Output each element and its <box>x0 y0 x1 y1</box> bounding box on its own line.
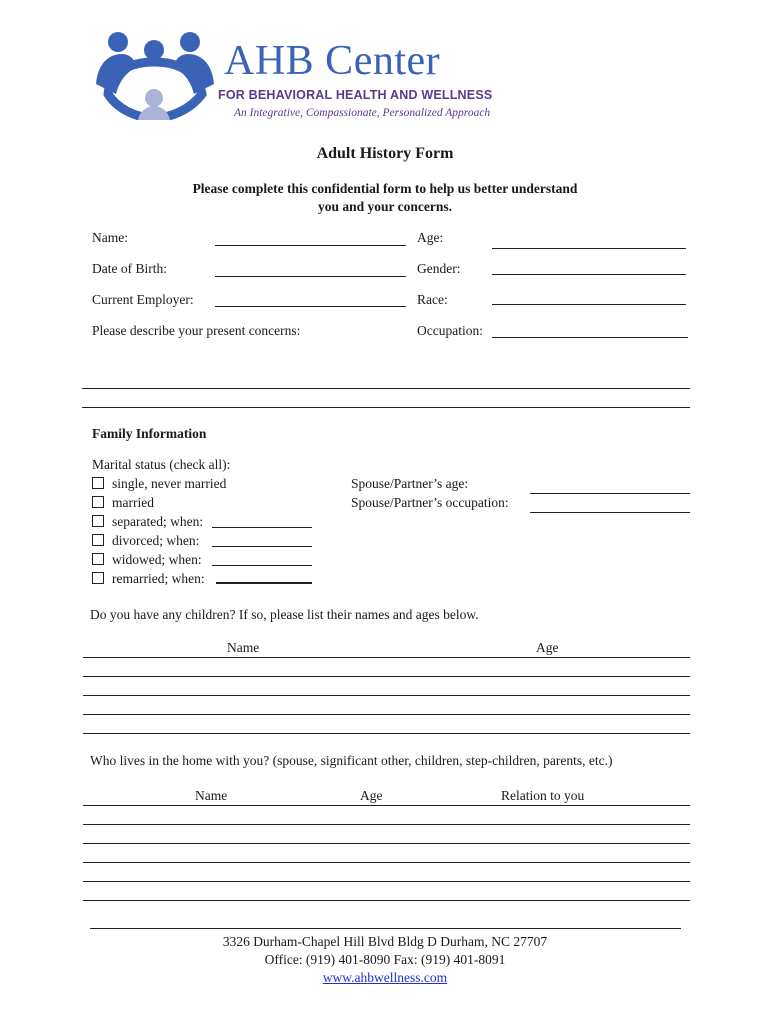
checkbox[interactable] <box>92 572 104 584</box>
remarried-when-field[interactable] <box>216 582 312 584</box>
age-field[interactable] <box>492 248 686 249</box>
footer-contact: Office: (919) 401-8090 Fax: (919) 401-8091 <box>264 952 506 967</box>
household-row-line[interactable] <box>83 843 690 844</box>
employer-field[interactable] <box>215 306 406 307</box>
divorced-when-field[interactable] <box>212 546 312 547</box>
checkbox[interactable] <box>92 515 104 527</box>
household-row-line[interactable] <box>83 824 690 825</box>
children-row-line[interactable] <box>83 733 690 734</box>
marital-option-label: married <box>112 495 154 510</box>
occupation-field[interactable] <box>492 337 688 338</box>
children-question: Do you have any children? If so, please list their names and ages below. <box>90 607 479 622</box>
marital-option-label: widowed; when: <box>112 552 202 567</box>
marital-option-label: divorced; when: <box>112 533 200 548</box>
concerns-line-1[interactable] <box>82 388 690 389</box>
name-field[interactable] <box>215 245 406 246</box>
logo-name: AHB Center <box>224 38 441 84</box>
children-row-line[interactable] <box>83 676 690 677</box>
dob-field[interactable] <box>215 276 406 277</box>
concerns-label: Please describe your present concerns: <box>92 323 301 338</box>
household-row-line[interactable] <box>83 881 690 882</box>
household-col-name: Name <box>195 788 228 803</box>
dob-label: Date of Birth: <box>92 261 167 276</box>
family-heading: Family Information <box>92 426 207 441</box>
footer-website-wrap <box>0 970 770 986</box>
marital-option-label: single, never married <box>112 476 227 491</box>
separated-when-field[interactable] <box>212 527 312 528</box>
children-col-age: Age <box>536 640 559 655</box>
spouse-occupation-field[interactable] <box>530 512 690 513</box>
form-intro-line1: Please complete this confidential form to help us better understand <box>192 181 578 196</box>
children-row-line[interactable] <box>83 657 690 658</box>
race-label: Race: <box>417 292 448 307</box>
checkbox[interactable] <box>92 553 104 565</box>
footer-address: 3326 Durham-Chapel Hill Blvd Bldg D Durham, NC 27707 <box>222 934 548 949</box>
spouse-age-field[interactable] <box>530 493 690 494</box>
concerns-line-2[interactable] <box>82 407 690 408</box>
logo-tagline: An Integrative, Compassionate, Personalized Approach <box>234 107 491 119</box>
household-col-age: Age <box>360 788 383 803</box>
household-row-line[interactable] <box>83 805 690 806</box>
children-row-line[interactable] <box>83 695 690 696</box>
widowed-when-field[interactable] <box>212 565 312 566</box>
logo-subtitle: FOR BEHAVIORAL HEALTH AND WELLNESS <box>218 88 493 102</box>
form-intro-line2: you and your concerns. <box>317 199 453 214</box>
employer-label: Current Employer: <box>92 292 194 307</box>
spouse-age-label: Spouse/Partner’s age: <box>351 476 469 491</box>
marital-option-label: separated; when: <box>112 514 204 529</box>
footer-divider <box>90 928 681 929</box>
occupation-label: Occupation: <box>417 323 483 338</box>
marital-option-label: remarried; when: <box>112 571 205 586</box>
race-field[interactable] <box>492 304 686 305</box>
form-title: Adult History Form <box>316 145 454 162</box>
children-row-line[interactable] <box>83 714 690 715</box>
spouse-occupation-label: Spouse/Partner’s occupation: <box>351 495 509 510</box>
name-label: Name: <box>92 230 128 245</box>
website-link[interactable]: www.ahbwellness.com <box>322 970 448 985</box>
household-question: Who lives in the home with you? (spouse, significant other, children, step-children, parents, etc.) <box>90 753 613 768</box>
gender-field[interactable] <box>492 274 686 275</box>
marital-status-label: Marital status (check all): <box>92 457 231 472</box>
household-col-relation: Relation to you <box>501 788 585 803</box>
checkbox[interactable] <box>92 477 104 489</box>
checkbox[interactable] <box>92 496 104 508</box>
logo-figures-icon <box>90 24 220 120</box>
children-col-name: Name <box>227 640 260 655</box>
logo <box>90 24 510 124</box>
gender-label: Gender: <box>417 261 461 276</box>
household-row-line[interactable] <box>83 900 690 901</box>
checkbox[interactable] <box>92 534 104 546</box>
household-row-line[interactable] <box>83 862 690 863</box>
age-label: Age: <box>417 230 444 245</box>
